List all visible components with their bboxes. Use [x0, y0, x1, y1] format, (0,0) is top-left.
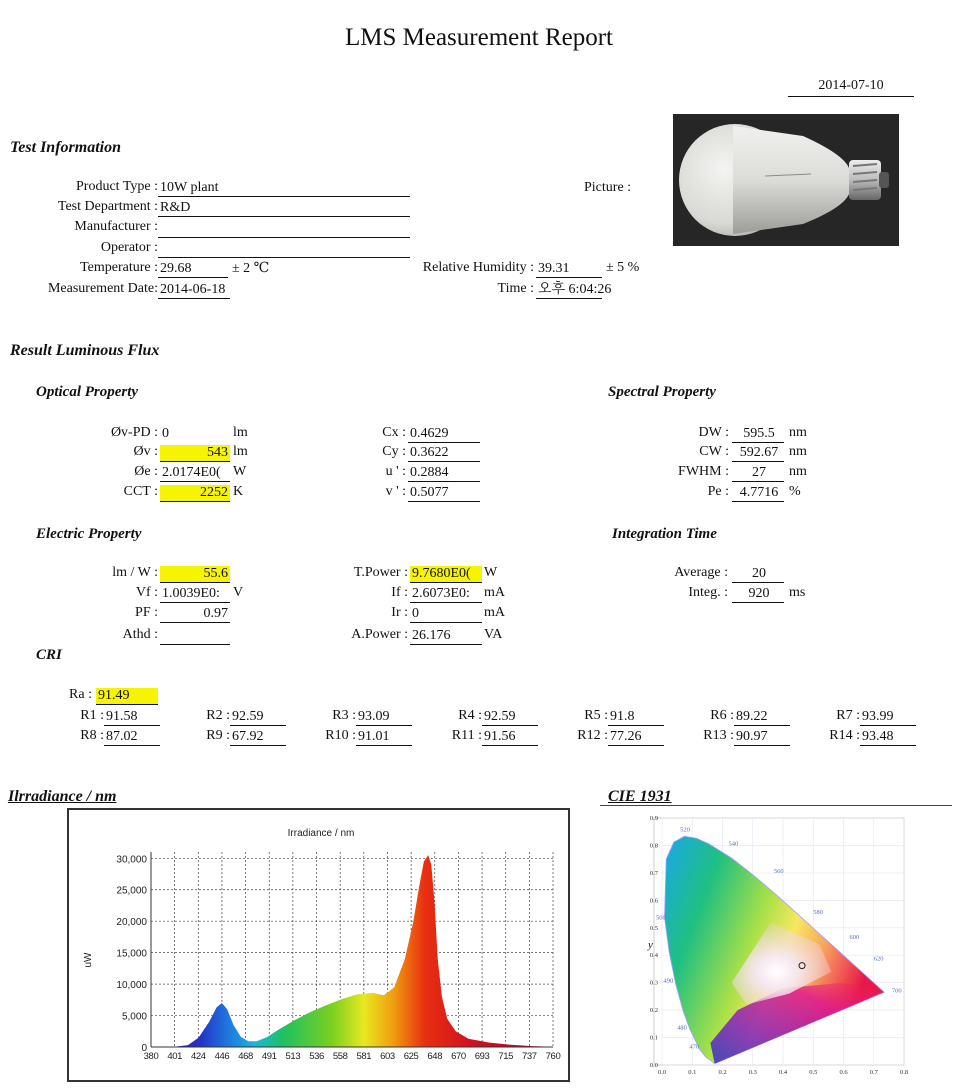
apower-value: 26.176 [410, 628, 482, 645]
irradiance-y-tick-label: 30,000 [116, 854, 147, 866]
cie-y-tick-label: 0.7 [649, 869, 658, 877]
cri-r8-label: R8 : [80, 728, 104, 743]
ir-unit: mA [484, 605, 505, 620]
product-photo [673, 114, 899, 246]
cri-r1-label: R1 : [80, 708, 104, 723]
cie-wavelength-label: 540 [728, 840, 739, 848]
time-value: 오후 6:04:26 [538, 282, 612, 297]
apower-unit: VA [484, 627, 503, 642]
integ-label: Integ. : [688, 585, 728, 600]
vf-label: Vf : [135, 585, 158, 600]
cri-r12-label: R12 : [577, 728, 608, 743]
phi-e-value: 2.0174E0( [160, 465, 230, 482]
cx-value: 0.4629 [408, 426, 480, 443]
result-heading: Result Luminous Flux [10, 342, 160, 359]
irradiance-x-tick-label: 737 [522, 1051, 537, 1062]
athd-label: Athd : [122, 627, 158, 642]
irradiance-x-tick-label: 558 [332, 1051, 348, 1062]
cri-r2-value: 92.59 [230, 709, 286, 726]
cie-heading-rule [600, 805, 952, 806]
cy-value: 0.3622 [408, 445, 480, 462]
cie-y-axis-label: y [648, 939, 653, 951]
cie-1931-chart [612, 808, 908, 1074]
athd-value [160, 628, 230, 645]
phi-v-unit: lm [233, 444, 248, 459]
cie-x-tick-label: 0.3 [748, 1069, 757, 1076]
cie-chart-frame [612, 808, 908, 1074]
cie-wavelength-label: 520 [680, 826, 690, 834]
phi-vpd-label: Øv-PD : [110, 425, 158, 440]
irradiance-x-tick-label: 670 [451, 1051, 466, 1062]
irradiance-x-tick-label: 468 [238, 1051, 253, 1062]
cw-label: CW : [699, 444, 729, 459]
cie-y-tick-label: 0.2 [649, 1007, 658, 1015]
cie-y-tick-label: 0.3 [649, 979, 658, 987]
cri-r2-label: R2 : [206, 708, 230, 723]
cie-y-tick-label: 0.8 [649, 842, 658, 850]
cie-wavelength-label: 470 [689, 1043, 699, 1051]
cie-wavelength-label: 580 [813, 909, 823, 917]
irradiance-x-tick-label: 513 [285, 1051, 301, 1062]
cie-x-tick-label: 0.4 [778, 1069, 788, 1076]
cie-y-tick-label: 0.6 [649, 897, 658, 905]
cie-x-tick-label: 0.2 [718, 1069, 727, 1076]
electric-heading: Electric Property [36, 526, 142, 542]
irradiance-x-tick-label: 380 [143, 1051, 159, 1062]
temperature-value: 29.68 [158, 261, 228, 278]
dw-label: DW : [698, 425, 729, 440]
humidity-value: 39.31 [536, 261, 602, 278]
irradiance-x-tick-label: 446 [214, 1051, 230, 1062]
pe-label: Pe : [707, 484, 729, 499]
irradiance-chart [69, 810, 568, 1080]
cri-r6-value: 89.22 [734, 709, 790, 726]
time-label: Time : [497, 281, 534, 296]
if-label: If : [391, 585, 408, 600]
cri-r7-label: R7 : [836, 708, 860, 723]
cri-r13-label: R13 : [703, 728, 734, 743]
cri-r9-value: 67.92 [230, 729, 286, 746]
irradiance-x-tick-label: 536 [309, 1051, 324, 1062]
irradiance-chart-title: Irradiance / nm [287, 828, 355, 839]
irradiance-y-axis-label: uW [83, 952, 94, 968]
cie-y-tick-label: 0.5 [649, 924, 658, 932]
cri-r13-value: 90.97 [734, 729, 790, 746]
phi-vpd-unit: lm [233, 425, 248, 440]
irradiance-y-tick-label: 20,000 [116, 917, 147, 929]
humidity-label: Relative Humidity : [422, 260, 534, 275]
irradiance-spectrum-area [151, 855, 553, 1047]
cie-wavelength-label: 480 [677, 1024, 687, 1032]
irradiance-x-tick-label: 693 [474, 1051, 490, 1062]
humidity-tolerance: ± 5 % [606, 260, 640, 275]
cie-wavelength-label: 620 [873, 955, 884, 963]
cie-y-tick-label: 0.4 [649, 952, 658, 960]
cri-r12-value: 77.26 [608, 729, 664, 746]
measurement-date-label: Measurement Date: [47, 281, 158, 296]
optical-heading: Optical Property [36, 384, 139, 400]
cx-label: Cx : [382, 425, 406, 440]
product-type-value: 10W plant [158, 180, 410, 197]
measurement-date-value: 2014-06-18 [158, 282, 230, 299]
irradiance-x-tick-label: 491 [261, 1051, 277, 1062]
lmw-label: lm / W : [112, 565, 158, 580]
cie-wavelength-label: 600 [849, 933, 860, 941]
cie-y-tick-label: 0.0 [649, 1062, 658, 1069]
phi-v-value: 543 [160, 445, 230, 462]
if-unit: mA [484, 585, 505, 600]
cri-heading: CRI [36, 647, 62, 663]
apower-label: A.Power : [351, 627, 408, 642]
fwhm-label: FWHM : [678, 464, 729, 479]
manufacturer-label: Manufacturer : [74, 219, 158, 234]
irradiance-y-tick-label: 0 [141, 1043, 147, 1054]
phi-e-label: Øe : [134, 464, 158, 479]
u-prime-value: 0.2884 [408, 465, 480, 482]
ir-value: 0 [410, 606, 482, 623]
pe-value: 4.7716 [732, 485, 784, 502]
tpower-value: 9.7680E0( [410, 566, 482, 583]
cie-wavelength-label: 700 [891, 987, 902, 995]
vf-unit: V [233, 585, 244, 600]
pf-label: PF : [135, 605, 158, 620]
phi-vpd-value: 0 [162, 426, 169, 441]
spectral-heading: Spectral Property [608, 384, 716, 400]
cie-y-tick-label: 0.1 [649, 1034, 658, 1042]
lmw-value: 55.6 [160, 566, 230, 583]
irradiance-x-tick-label: 401 [167, 1051, 182, 1062]
phi-v-label: Øv : [133, 444, 158, 459]
vf-value: 1.0039E0: [160, 586, 230, 603]
cri-r14-label: R14 : [829, 728, 860, 743]
cie-x-tick-label: 0.0 [657, 1069, 667, 1076]
cw-unit: nm [789, 444, 807, 459]
cri-r10-value: 91.01 [356, 729, 412, 746]
irradiance-x-tick-label: 648 [427, 1051, 443, 1062]
cie-x-tick-label: 0.6 [839, 1069, 848, 1076]
cie-wavelength-label: 500 [655, 914, 666, 922]
cct-value: 2252 [160, 485, 230, 502]
irradiance-x-tick-label: 424 [190, 1051, 206, 1062]
pf-value: 0.97 [160, 606, 230, 623]
report-date: 2014-07-10 [788, 78, 914, 97]
cri-r5-label: R5 : [584, 708, 608, 723]
cri-r4-value: 92.59 [482, 709, 538, 726]
fwhm-unit: nm [789, 464, 807, 479]
integ-value: 920 [732, 586, 784, 603]
cie-x-tick-label: 0.7 [869, 1069, 878, 1076]
cri-r4-label: R4 : [458, 708, 482, 723]
cct-label: CCT : [123, 484, 158, 499]
integration-heading: Integration Time [612, 526, 717, 542]
if-value: 2.6073E0: [410, 586, 482, 603]
picture-label: Picture : [584, 180, 632, 195]
pe-unit: % [789, 484, 801, 499]
v-prime-value: 0.5077 [408, 485, 480, 502]
operator-label: Operator : [100, 240, 158, 255]
temperature-label: Temperature : [80, 260, 158, 275]
irradiance-y-tick-label: 10,000 [116, 980, 147, 992]
temperature-tolerance: ± 2 ℃ [232, 261, 270, 276]
cri-r10-label: R10 : [325, 728, 356, 743]
average-label: Average : [674, 565, 728, 580]
cri-r9-label: R9 : [206, 728, 230, 743]
report-title: LMS Measurement Report [344, 24, 613, 51]
operator-value [158, 241, 410, 258]
cri-r6-label: R6 : [710, 708, 734, 723]
cri-r11-value: 91.56 [482, 729, 538, 746]
cie-x-tick-label: 0.5 [809, 1069, 818, 1076]
cct-unit: K [233, 484, 244, 499]
test-department-value: R&D [158, 200, 410, 217]
cri-r11-label: R11 : [451, 728, 482, 743]
cie-x-tick-label: 0.8 [899, 1069, 909, 1076]
cie-wavelength-label: 560 [773, 867, 784, 875]
cri-r5-value: 91.8 [608, 709, 664, 726]
u-prime-label: u ' : [385, 464, 406, 479]
cri-r3-value: 93.09 [356, 709, 412, 726]
cie-x-tick-label: 0.1 [688, 1069, 697, 1076]
cri-r7-value: 93.99 [860, 709, 916, 726]
product-type-label: Product Type : [76, 179, 158, 194]
test-department-label: Test Department : [57, 199, 158, 214]
irradiance-x-tick-label: 581 [356, 1051, 372, 1062]
ir-label: Ir : [391, 605, 408, 620]
integ-unit: ms [789, 585, 806, 600]
led-bulb-image [673, 114, 899, 246]
irradiance-chart-frame [67, 808, 570, 1082]
dw-value: 595.5 [732, 426, 784, 443]
irradiance-y-tick-label: 15,000 [116, 948, 147, 960]
ra-value: 91.49 [96, 688, 158, 705]
cri-r8-value: 87.02 [104, 729, 160, 746]
tpower-unit: W [484, 565, 498, 580]
dw-unit: nm [789, 425, 807, 440]
cie-y-tick-label: 0.9 [649, 815, 658, 822]
irradiance-x-tick-label: 715 [498, 1051, 514, 1062]
cri-r1-value: 91.58 [104, 709, 160, 726]
cie-heading: CIE 1931 [608, 788, 672, 805]
ra-label: Ra : [69, 687, 92, 702]
manufacturer-value [158, 221, 410, 238]
tpower-label: T.Power : [353, 565, 408, 580]
cy-label: Cy : [382, 444, 406, 459]
irradiance-heading: Ilrradiance / nm [8, 788, 117, 805]
cri-r14-value: 93.48 [860, 729, 916, 746]
v-prime-label: v ' : [385, 484, 406, 499]
test-info-heading: Test Information [10, 139, 121, 156]
irradiance-y-tick-label: 5,000 [121, 1011, 147, 1023]
irradiance-x-tick-label: 760 [545, 1051, 561, 1062]
phi-e-unit: W [233, 464, 247, 479]
irradiance-y-tick-label: 25,000 [116, 885, 147, 897]
irradiance-x-tick-label: 625 [403, 1051, 419, 1062]
irradiance-x-tick-label: 603 [380, 1051, 395, 1062]
fwhm-value: 27 [732, 465, 784, 482]
cw-value: 592.67 [732, 445, 784, 462]
average-value: 20 [732, 566, 784, 583]
cri-r3-label: R3 : [332, 708, 356, 723]
cie-wavelength-label: 490 [663, 977, 674, 985]
